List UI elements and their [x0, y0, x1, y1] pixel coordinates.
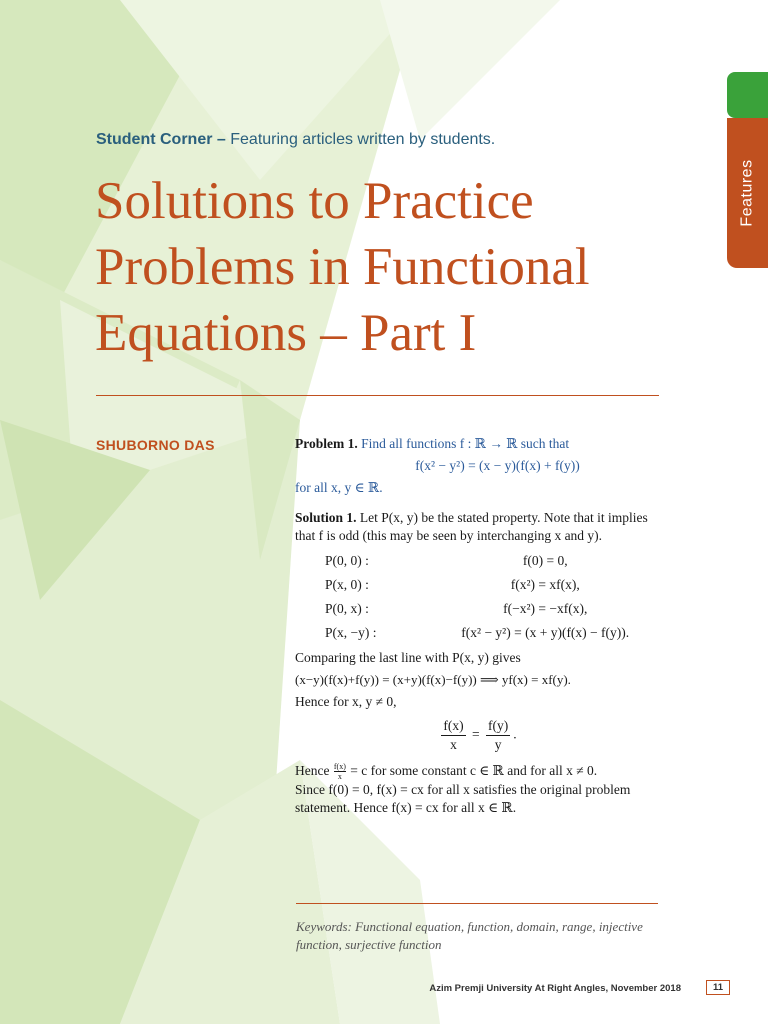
fraction-right: $\frac{f(y)}{y}$: [488, 718, 509, 752]
conclusion-1: = c for some constant c ∈ ℝ and for all x ≠ 0.: [350, 763, 598, 778]
step-rhs: f(−x²) = −xf(x),: [503, 601, 588, 616]
step-rhs: f(0) = 0,: [522, 553, 568, 568]
step-rhs: f(x² − y²) = (x + y)(f(x) − f(y)).: [461, 625, 630, 640]
title-line-2: Problems in Functional: [95, 238, 590, 296]
problem-label: Problem 1.: [295, 436, 358, 451]
step-row: [325, 549, 660, 573]
page-number: 11: [706, 980, 730, 995]
step-lhs: P(x, 0) :: [325, 577, 369, 592]
problem-tail: for all x, y ∈ ℝ.: [295, 480, 383, 495]
author-name: SHUBORNO DAS: [96, 437, 215, 453]
footer-text: Azim Premji University At Right Angles, November 2018: [429, 983, 681, 994]
keywords-divider: [296, 903, 658, 904]
page-title: [95, 168, 695, 366]
hence-text: Hence for x, y ≠ 0,: [295, 694, 397, 709]
step-lhs: P(0, 0) :: [325, 553, 369, 568]
solution-steps: [325, 549, 660, 645]
student-corner-heading: [96, 131, 495, 149]
fraction-left: $\frac{f(x)}{x}$: [443, 718, 464, 752]
keywords: Keywords: Functional equation, function, domain, range, injective function, surjective function: [296, 919, 643, 952]
features-tab[interactable]: [727, 118, 768, 268]
solution-intro: Let P(x, y) be the stated property. Note that it implies that f is odd (this may be seen by interchanging x and y).: [295, 510, 648, 543]
corner-rest: Featuring articles written by students.: [225, 131, 496, 148]
title-divider: [96, 395, 659, 396]
step-row: [325, 597, 660, 621]
conclusion-2: Since f(0) = 0, f(x) = cx for all x satisfies the original problem statement. Hence f(x) = cx for all x ∈ ℝ.: [295, 782, 631, 816]
green-tab: [727, 72, 768, 118]
step-row: [325, 621, 660, 645]
title-line-3: Equations – Part I: [95, 304, 477, 362]
inline-fraction: $\frac{f(x)}{x}$: [333, 762, 346, 782]
corner-bold: Student Corner –: [96, 131, 226, 148]
problem-text: Find all functions f : ℝ → ℝ such that: [361, 436, 570, 451]
compare-text: Comparing the last line with P(x, y) gives: [295, 650, 521, 665]
compare-equation: (x−y)(f(x)+f(y)) = (x+y)(f(x)−f(y)) ⟹ yf(x) = xf(y).: [295, 672, 571, 687]
step-rhs: f(x²) = xf(x),: [510, 577, 580, 592]
step-lhs: P(x, −y) :: [325, 625, 377, 640]
step-row: [325, 573, 660, 597]
article-body: [295, 435, 660, 817]
problem-equation: f(x² − y²) = (x − y)(f(x) + f(y)): [415, 458, 580, 473]
solution-label: Solution 1.: [295, 510, 357, 525]
fraction-equation: $\frac{f(x)}{x}$ = $\frac{f(y)}{y}$ .: [443, 718, 517, 752]
step-lhs: P(0, x) :: [325, 601, 369, 616]
conclusion-prefix: Hence: [295, 763, 330, 778]
features-tab-label: Features: [738, 159, 756, 227]
title-line-1: Solutions to Practice: [95, 172, 534, 230]
